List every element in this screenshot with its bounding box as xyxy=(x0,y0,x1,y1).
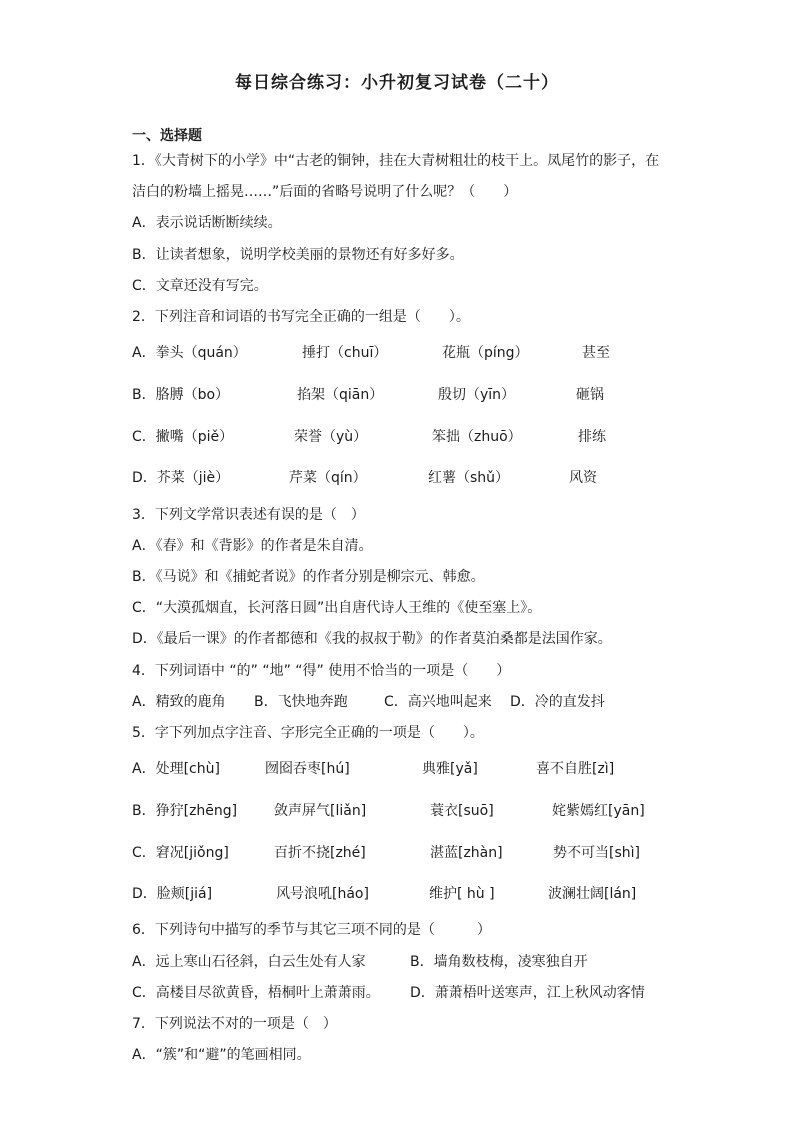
q4-option-c: C．高兴地叫起来 xyxy=(384,694,492,710)
q2-d-item: D．芥菜（jiè） xyxy=(132,470,230,486)
q1-option-c: C．文章还没有写完。 xyxy=(132,278,268,294)
q5-option-a xyxy=(132,758,672,778)
q4-option-b: B．飞快地奔跑 xyxy=(254,694,348,710)
q2-c-item: 笨拙（zhuō） xyxy=(432,429,522,445)
q5-d-item: D．脸颊[jiá] xyxy=(132,886,213,902)
q5-b-item: 蓑衣[suō] xyxy=(430,803,494,819)
q5-b-item: B．狰狞[zhēng] xyxy=(132,803,238,819)
q3-option-d: D．《最后一课》的作者都德和《我的叔叔于勒》的作者莫泊桑都是法国作家。 xyxy=(132,631,612,647)
q4-option-d: D．冷的直发抖 xyxy=(510,694,605,710)
q2-b-item: 掐架（qiān） xyxy=(297,387,384,403)
q3-option-c: C．“大漠孤烟直，长河落日圆”出自唐代诗人王维的《使至塞上》。 xyxy=(132,600,542,616)
page-title: 每日综合练习：小升初复习试卷（二十） xyxy=(235,73,559,93)
q2-c-item: 荣誉（yù） xyxy=(294,429,368,445)
q2-option-c xyxy=(132,426,672,446)
q2-option-d xyxy=(132,467,672,487)
q6-option-d: D．萧萧梧叶送寒声，江上秋风动客情 xyxy=(410,985,645,1001)
q5-option-b xyxy=(132,800,672,820)
q2-option-a xyxy=(132,342,672,362)
q4-option-a: A．精致的鹿角 xyxy=(132,694,226,710)
q3-option-a: A．《春》和《背影》的作者是朱自清。 xyxy=(132,538,373,554)
q5-c-item: C．窘况[jiǒng] xyxy=(132,845,229,861)
q5-c-item: 势不可当[shì] xyxy=(553,845,640,861)
q7-stem: 7．下列说法不对的一项是（ ） xyxy=(132,1016,337,1032)
q1-option-a: A．表示说话断断续续。 xyxy=(132,215,282,231)
q5-a-item: 典雅[yǎ] xyxy=(422,761,478,777)
q5-option-d xyxy=(132,883,672,903)
q6-row-2 xyxy=(132,982,672,1002)
q2-option-b xyxy=(132,384,672,404)
q4-stem: 4．下列词语中 “的” “地” “得” 使用不恰当的一项是（ ） xyxy=(132,663,511,679)
q3-stem: 3．下列文学常识表述有误的是（ ） xyxy=(132,507,365,523)
q2-b-item: 砸锅 xyxy=(576,387,604,403)
q2-a-item: 花瓶（píng） xyxy=(442,345,529,361)
q5-c-item: 湛蓝[zhàn] xyxy=(430,845,503,861)
q2-a-item: 甚至 xyxy=(582,345,610,361)
q6-option-a: A．远上寒山石径斜，白云生处有人家 xyxy=(132,954,366,970)
q5-a-item: 喜不自胜[zì] xyxy=(536,761,615,777)
q5-a-item: 囫囵吞枣[hú] xyxy=(265,761,350,777)
section-heading: 一、选择题 xyxy=(132,128,202,144)
q2-d-item: 红薯（shǔ） xyxy=(428,470,510,486)
q2-d-item: 风资 xyxy=(569,470,597,486)
q5-stem: 5．字下列加点字注音、字形完全正确的一项是（ ）。 xyxy=(132,725,484,741)
q1-stem-line-2: 洁白的粉墙上摇晃……”后面的省略号说明了什么呢？（ ） xyxy=(132,184,518,200)
q6-row-1 xyxy=(132,951,672,971)
q2-d-item: 芹菜（qín） xyxy=(289,470,367,486)
q2-b-item: B．胳膊（bo） xyxy=(132,387,230,403)
q1-option-b: B．让读者想象，说明学校美丽的景物还有好多好多。 xyxy=(132,247,464,263)
q6-option-c: C．高楼目尽欲黄昏，梧桐叶上萧萧雨。 xyxy=(132,985,380,1001)
q2-c-item: 排练 xyxy=(578,429,606,445)
q2-b-item: 殷切（yīn） xyxy=(438,387,516,403)
q2-a-item: A．拳头（quán） xyxy=(132,345,247,361)
q4-options xyxy=(132,691,672,711)
q3-option-b: B．《马说》和《捕蛇者说》的作者分别是柳宗元、韩愈。 xyxy=(132,569,485,585)
q1-stem-line-1: 1．《大青树下的小学》中“古老的铜钟，挂在大青树粗壮的枝干上。凤尾竹的影子，在 xyxy=(132,153,660,169)
q5-d-item: 波澜壮阔[lán] xyxy=(548,886,637,902)
q2-c-item: C．撇嘴（piě） xyxy=(132,429,234,445)
q6-stem: 6．下列诗句中描写的季节与其它三项不同的是（ ） xyxy=(132,922,491,938)
q5-d-item: 风号浪吼[háo] xyxy=(276,886,369,902)
q6-option-b: B．墙角数枝梅，凌寒独自开 xyxy=(410,954,588,970)
q5-b-item: 姹紫嫣红[yān] xyxy=(552,803,645,819)
q5-c-item: 百折不挠[zhé] xyxy=(274,845,366,861)
q5-d-item: 维护[ hù ] xyxy=(429,886,495,902)
q7-option-a: A．“簇”和“避”的笔画相同。 xyxy=(132,1047,311,1063)
q5-option-c xyxy=(132,842,672,862)
q5-b-item: 敛声屏气[liǎn] xyxy=(274,803,367,819)
q2-stem: 2．下列注音和词语的书写完全正确的一组是（ ）。 xyxy=(132,309,470,325)
q5-a-item: A．处理[chù] xyxy=(132,761,220,777)
q2-a-item: 捶打（chuī） xyxy=(302,345,388,361)
